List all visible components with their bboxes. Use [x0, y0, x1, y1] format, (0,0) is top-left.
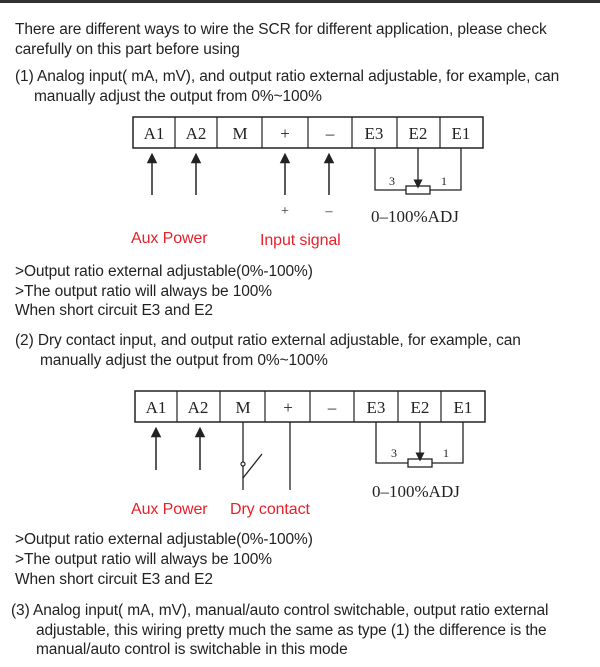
pot-pin-1: 1: [443, 446, 449, 460]
terminal-e3: E3: [366, 398, 386, 417]
dry-contact-switch: [241, 422, 290, 490]
section2-title-1: (2) Dry contact input, and output ratio external adjustable, for example, can: [15, 332, 521, 349]
terminal-a1: A1: [145, 398, 167, 417]
terminal-e1: E1: [453, 398, 473, 417]
potentiometer-2: [376, 422, 463, 467]
input-signal-label: Input signal: [260, 232, 341, 249]
plus-label: +: [281, 204, 289, 219]
section1-title-1: (1) Analog input( mA, mV), and output ratio external adjustable, for example, can: [15, 68, 560, 85]
intro-line-1: There are different ways to wire the SCR for different application, please check: [15, 21, 547, 38]
terminal-plus: +: [280, 124, 290, 143]
terminal-a2: A2: [187, 398, 209, 417]
section3-line-1: (3) Analog input( mA, mV), manual/auto control switchable, output ratio external: [11, 602, 549, 619]
pot-pin-1: 1: [441, 174, 447, 188]
terminal-minus: –: [325, 124, 335, 143]
pot-pin-3: 3: [389, 174, 395, 188]
terminal-plus: +: [283, 398, 293, 417]
terminal-e1: E1: [451, 124, 471, 143]
aux-power-label-2: Aux Power: [131, 501, 208, 518]
terminal-block-2: [135, 391, 485, 422]
minus-label: –: [325, 204, 333, 219]
terminal-m: M: [235, 398, 251, 417]
section2-note-1: >Output ratio external adjustable(0%-100%): [15, 531, 313, 548]
terminal-minus: –: [327, 398, 337, 417]
adj-label-1: 0–100%ADJ: [371, 207, 459, 226]
adj-label-2: 0–100%ADJ: [372, 482, 460, 501]
pot-pin-3: 3: [391, 446, 397, 460]
terminal-e3: E3: [364, 124, 384, 143]
section1-title-2: manually adjust the output from 0%~100%: [34, 88, 322, 105]
section2-note-2: >The output ratio will always be 100%: [15, 551, 272, 568]
potentiometer-1: [375, 148, 461, 194]
section2-note-3: When short circuit E3 and E2: [15, 571, 213, 588]
dry-contact-label: Dry contact: [230, 501, 310, 518]
terminal-e2: E2: [410, 398, 430, 417]
section2-title-2: manually adjust the output from 0%~100%: [40, 352, 328, 369]
intro-line-2: carefully on this part before using: [15, 41, 240, 58]
section1-note-1: >Output ratio external adjustable(0%-100%): [15, 263, 313, 280]
section3-line-2: adjustable, this wiring pretty much the same as type (1) the difference is the: [36, 622, 547, 639]
terminal-m: M: [232, 124, 248, 143]
section1-note-3: When short circuit E3 and E2: [15, 302, 213, 319]
section3-line-3: manual/auto control is switchable in this mode: [36, 641, 348, 658]
terminal-a1: A1: [143, 124, 165, 143]
aux-power-label-1: Aux Power: [131, 230, 208, 247]
section1-note-2: >The output ratio will always be 100%: [15, 283, 272, 300]
terminal-a2: A2: [185, 124, 207, 143]
terminal-block-1: [133, 117, 483, 148]
terminal-e2: E2: [408, 124, 428, 143]
